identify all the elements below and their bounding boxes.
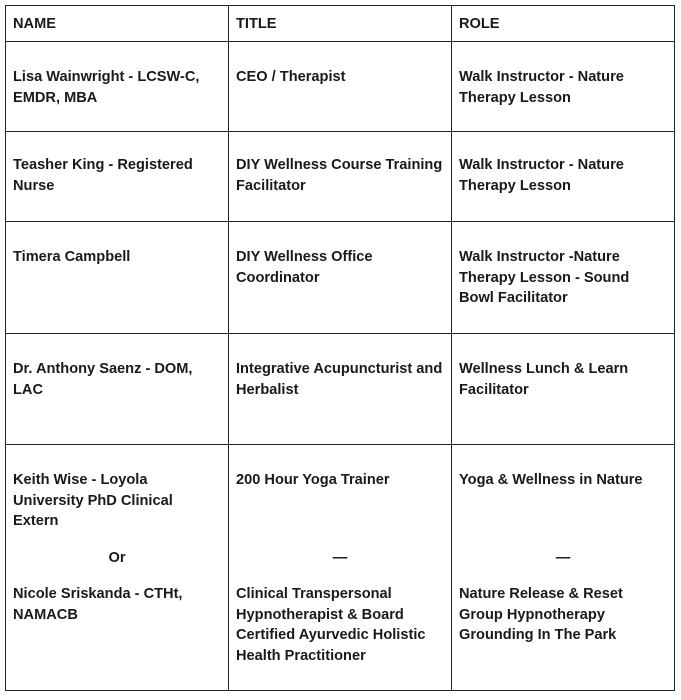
table-row <box>6 42 675 132</box>
cell-role: Walk Instructor - Nature Therapy Lesson <box>452 42 675 132</box>
title-alternate: Clinical Transpersonal Hypnotherapist & Board Certified Ayurvedic Holistic Health Practitioner <box>236 586 426 664</box>
cell-role: Walk Instructor -Nature Therapy Lesson - Sound Bowl Facilitator <box>452 222 675 334</box>
role-alternate: Nature Release & Reset Group Hypnotherapy Grounding In The Park <box>459 586 623 643</box>
name-separator: Or <box>108 549 126 566</box>
cell-title: DIY Wellness Course Training Facilitator <box>229 132 452 222</box>
cell-name: Lisa Wainwright - LCSW-C, EMDR, MBA <box>6 42 229 132</box>
table-row <box>6 334 675 445</box>
title-primary: 200 Hour Yoga Trainer <box>236 472 390 488</box>
cell-name: Timera Campbell <box>6 222 229 334</box>
title-separator: — <box>332 549 348 566</box>
cell-role: Wellness Lunch & Learn Facilitator <box>452 334 675 445</box>
cell-title: CEO / Therapist <box>229 42 452 132</box>
name-primary: Keith Wise - Loyola University PhD Clinical Extern <box>13 472 173 529</box>
cell-title: DIY Wellness Office Coordinator <box>229 222 452 334</box>
column-header-title: TITLE <box>229 6 452 42</box>
role-primary: Yoga & Wellness in Nature <box>459 472 643 488</box>
cell-title: Integrative Acupuncturist and Herbalist <box>229 334 452 445</box>
cell-name: Dr. Anthony Saenz - DOM, LAC <box>6 334 229 445</box>
table-row <box>6 445 675 691</box>
column-header-name: NAME <box>6 6 229 42</box>
staff-table <box>5 5 675 691</box>
cell-role <box>452 445 675 691</box>
cell-name: Teasher King - Registered Nurse <box>6 132 229 222</box>
cell-title <box>229 445 452 691</box>
role-separator: — <box>555 549 571 566</box>
name-alternate: Nicole Sriskanda - CTHt, NAMACB <box>13 586 183 623</box>
cell-role: Walk Instructor - Nature Therapy Lesson <box>452 132 675 222</box>
table-header-row <box>6 6 675 42</box>
table-row <box>6 132 675 222</box>
table-row <box>6 222 675 334</box>
column-header-role: ROLE <box>452 6 675 42</box>
cell-name <box>6 445 229 691</box>
